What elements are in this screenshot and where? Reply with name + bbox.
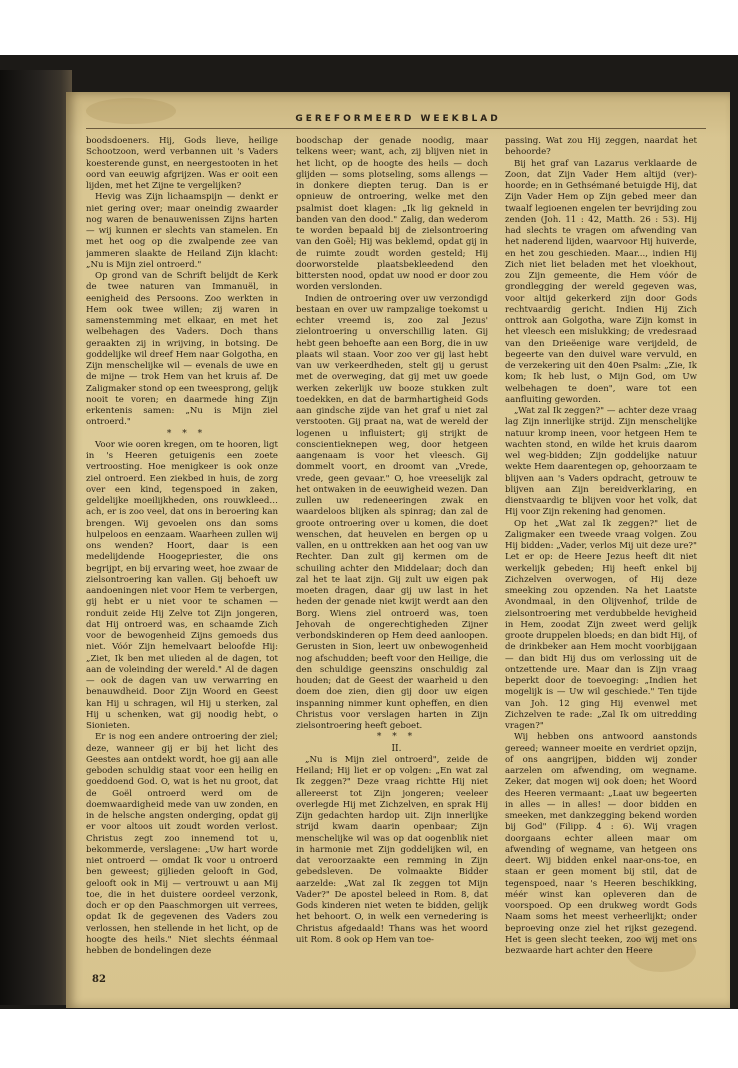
header-rule (86, 128, 706, 129)
body-paragraph: passing. Wat zou Hij zeggen, naardat het behoorde? (505, 136, 697, 158)
page-number: 82 (92, 974, 106, 985)
section-divider: * * * (376, 732, 417, 743)
section-divider: * * * (166, 428, 207, 439)
body-paragraph: boodsdoeners. Hij, Gods lieve, heilige Schootzoon, werd verbannen uit 's Vaders koesterende gunst, en neergestooten in het oord van eeuwig afgrijzen. Was er ooit een lijden, met het Zijne te vergelijken? (86, 136, 278, 191)
text-column-2 (296, 136, 488, 968)
magazine-page (66, 92, 730, 1008)
body-paragraph: Hevig was Zijn lichaamspijn — denkt er niet gering over; maar oneindig zwaarder nog waren de benauwenissen Zijns harten — wij kunnen er slechts van stamelen. En met het oog op die zwalpende zee van jammeren slaakte de Heiland Zijn klacht: „Nu is Mijn ziel ontroerd." (86, 192, 278, 270)
text-column-1 (86, 136, 278, 968)
section-number: II. (391, 743, 402, 754)
body-paragraph: Op grond van de Schrift belijdt de Kerk de twee naturen van Immanuël, in eenigheid des Persoons. Zoo werkten in Hem ook twee willen; zij waren in samenstemming met elkaar, en met het welbehagen des Vaders. Doch thans geraakten zij in wrijving, in botsing. De goddelijke wil dreef Hem naar Golgotha, en Zijn menschelijke wil — evenals de uwe en de mijne — trok Hem van het kruis af. De Zaligmaker stond op een tweesprong, gelijk nooit te voren; en daarmede hing Zijn erkentenis samen: „Nu is Mijn ziel ontroerd." (86, 271, 278, 428)
text-column-3 (505, 136, 697, 968)
running-header: GEREFORMEERD WEEKBLAD (295, 114, 501, 124)
body-paragraph: Voor wie ooren kregen, om te hooren, ligt in 's Heeren getuigenis een zoete vertroosting. Hoe menigkeer is ook onze ziel ontroerd. Een ziekbed in huis, de zorg over een kind, tegenspoed in zaken, geldelijke moeilijkheden, ons rouwkleed… ach, er is zoo veel, dat ons in beroering kan brengen. Wij gevoelen ons dan soms hulpeloos en eenzaam. Waarheen zullen wij ons wenden? Hoort, daar is een medelijdende Hoogepriester, die ons begrijpt, en bij ervaring weet, hoe zwaar de zielsontroering kan vallen. Gij behoeft uw aandoeningen niet voor Hem te verbergen, gij hebt er u niet voor te schamen — ronduit zeide Hij Zelve tot Zijn jongeren, dat Hij ontroerd was, en schaamde Zich voor de bewogenheid Zijns gemoeds dus niet. Vóór Zijn hemelvaart beloofde Hij: „Ziet, Ik ben met ulieden al de dagen, tot aan de voleinding der wereld." Al de dagen — ook de dagen van uw verwarring en benauwdheid. Door Zijn Woord en Geest kan Hij u schragen, wil Hij u sterken, zal Hij u schenken, wat gij noodig hebt, o Sionieten. (86, 439, 278, 731)
book-spine-edge (0, 70, 72, 1005)
body-paragraph: „Wat zal Ik zeggen?" — achter deze vraag lag Zijn innerlijke strijd. Zijn menschelijke natuur kromp ineen, voor hetgeen Hem te wachten stond, en wilde het kruis daarom wel weg-bidden; Zijn goddelijke natuur wekte Hem daarentegen op, gehoorzaam te blijven aan 's Vaders opdracht, getrouw te blijven aan Zijn bereidverklaring, en dienstvaardig te blijven voor het volk, dat Hij voor Zijn rekening had genomen. (505, 406, 697, 518)
body-paragraph: Er is nog een andere ontroering der ziel; deze, wanneer gij er bij het licht des Geestes aan ontdekt wordt, hoe gij aan alle geboden schuldig staat voor een heilig en goeddoend God. O, wat is het nu groot, dat de Goël ontroerd werd om de doemwaardigheid mede van uw zonden, en in de helsche angsten onderging, opdat gij er voor altoos uit zoudt worden verlost. Christus zegt zoo innemend tot u, bekommerde, verslagene: „Uw hart worde niet ontroerd — omdat Ik voor u ontroerd ben geweest; gijlieden gelooft in God, gelooft ook in Mij — vertrouwt u aan Mij toe, die in het duistere oordeel verzonk, doch er op den Paaschmorgen uit verrees, opdat Ik de gegevenen des Vaders zou verlossen, hen stellende in het licht, op de hoogte des heils." Niet slechts éénmaal hebben de bondelingen deze (86, 732, 278, 956)
body-paragraph: Op het „Wat zal Ik zeggen?" liet de Zaligmaker een tweede vraag volgen. Zou Hij bidden: „Vader, verlos Mij uit deze ure?" Let er op: de Heere Jezus heeft dit niet werkelijk gebeden; Hij heeft enkel bij Zichzelven overwogen, of Hij deze smeeking zou opzenden. Na het Laatste Avondmaal, in den Olijvenhof, trilde de zielsontroering met verdubbelde hevigheid in Hem, zoodat Zijn zweet werd gelijk groote druppelen bloeds; en dan bidt Hij, of de drinkbeker aan Hem mocht voorbijgaan — dan bidt Hij dus om verlossing uit de ontzettende ure. Maar dan is Zijn vraag beperkt door de toevoeging: „Indien het mogelijk is — Uw wil geschiede." Ten tijde van Joh. 12 ging Hij evenwel met Zichzelven te rade: „Zal Ik om uitredding vragen?" (505, 518, 697, 731)
body-paragraph: Wij hebben ons antwoord aanstonds gereed; wanneer moeite en verdriet opzijn, of ons aangrijpen, bidden wij zonder aarzelen om afwending, om wegname. Zeker, dat mogen wij ook doen; het Woord des Heeren vermaant: „Laat uw begeerten in alles — in alles! — door bidden en smeeken, met dankzegging bekend worden bij God" (Filipp. 4 : 6). Wij vragen doorgaans echter alleen maar om afwending of wegname, van hetgeen ons deert. Wij bidden enkel naar-ons-toe, en staan er geen moment bij stil, dat de tegenspoed, naar 's Heeren beschikking, méér winst kan opleveren dan de voorspoed. Op een drukweg wordt Gods Naam soms het meest verheerlijkt; onder beproeving onze ziel het rijkst gezegend. Het is geen slecht teeken, zoo wij met ons bezwaarde hart achter den Heere (505, 732, 697, 956)
body-paragraph: Bij het graf van Lazarus verklaarde de Zoon, dat Zijn Vader Hem altijd (ver)-hoorde; en in Gethsémané betuigde Hij, dat Zijn Vader Hem op Zijn gebed meer dan twaalf legioenen engelen ter bevrijding zou zenden (Joh. 11 : 42, Matth. 26 : 53). Hij had slechts te vragen om afwending van het naderend lijden, waarvoor Hij huiverde, en het zou geschieden. Maar..., indien Hij Zich niet liet beladen met het vloekhout, zou Zijn gemeente, die Hem vóór de grondlegging der wereld gegeven was, voor altijd gekerkerd zijn door Gods rechtvaardig gericht. Indien Hij Zich onttrok aan Golgotha, ware Zijn komst in het vleesch een mislukking; de vredesraad van den Drieëenige ware verijdeld, de begeerte van den duivel ware vervuld, en de verzekering uit den 40en Psalm: „Zie, Ik kom; Ik heb lust, o Mijn God, om Uw welbehagen te doen", ware tot een aanfluiting geworden. (505, 158, 697, 405)
body-paragraph: Indien de ontroering over uw verzondigd bestaan en over uw rampzalige toekomst u echter vreemd is, zoo zal Jezus' zielontroering u onverschillig laten. Gij hebt geen behoefte aan een Borg, die in uw plaats wil staan. Voor zoo ver gij last hebt van uw verkeerdheden, stelt gij u gerust met de overweging, dat gij met uw goede werken zekerlijk uw booze stukken zult toedekken, en dat de barmhartigheid Gods aan gindsche zijde van het graf u niet zal verstooten. Gij praat na, wat de wereld der logenen u influistert; gij strijkt de conscientieknepen weg, door hetgeen aangenaam is voor het vleesch. Gij dommelt voort, en droomt van „Vrede, vrede, geen gevaar." O, hoe vreeselijk zal het ontwaken in de eeuwigheid wezen. Dan zullen uw redeneeringen zwak en waardeloos blijken als spinrag; dan zal de groote ontroering over u komen, die doet wenschen, dat heuvelen en bergen op u vallen, en u onttrekken aan het oog van uw Rechter. Dan zult gij kermen om de schuiling achter den Middelaar; doch dan zal het te laat zijn. Gij zult uw eigen pak moeten dragen, daar gij uw last in het heden der genade niet kwijt werdt aan den Borg. Wiens ziel ontroerd was, toen Jehovah de ongerechtigheden Zijner verbondskinderen op Hem deed aanloopen. Gerusten in Sion, leert uw onbewogenheid nog afschudden; beeft voor den Heilige, die den schuldige geenszins onschuldig zal houden; dat de Geest der waarheid u den doem doe zien, dien gij door uw eigen inspanning nimmer kunt opheffen, en dien Christus voor verslagen harten in Zijn zielsontroering heeft geboet. (296, 293, 488, 731)
body-paragraph: „Nu is Mijn ziel ontroerd", zeide de Heiland; Hij liet er op volgen: „En wat zal Ik zeggen?" Deze vraag richtte Hij niet allereerst tot Zijn jongeren; veeleer overlegde Hij met Zichzelven, en sprak Hij Zijn gedachten hardop uit. Zijn innerlijke strijd kwam daarin openbaar; Zijn menschelijke wil was op dat oogenblik niet in harmonie met Zijn goddelijken wil, en dat veroorzaakte een remming in Zijn gebedsleven. De volmaakte Bidder aarzelde: „Wat zal Ik zeggen tot Mijn Vader?" De apostel beleed in Rom. 8, dat Gods kinderen niet weten te bidden, gelijk het behoort. O, in welk een vernedering is Christus afgedaald! Thans was het woord uit Rom. 8 ook op Hem van toe- (296, 754, 488, 945)
body-paragraph: boodschap der genade noodig, maar telkens weer; want, ach, zij blijven niet in het licht, op de hoogte des heils — doch glijden — soms plotseling, soms allengs — in donkere diepten terug. Dan is er opnieuw de ontroering, welke met den psalmist doet klagen: „Ik lig gekneld in banden van den dood." Zalig, dan wederom te worden bepaald bij de zielsontroering van den Goël; Hij was beklemd, opdat gij in de ruimte zoudt worden gesteld; Hij doorworstelde plaatsbekleedend den bittersten nood, opdat uw nood er door zou worden verslonden. (296, 136, 488, 293)
